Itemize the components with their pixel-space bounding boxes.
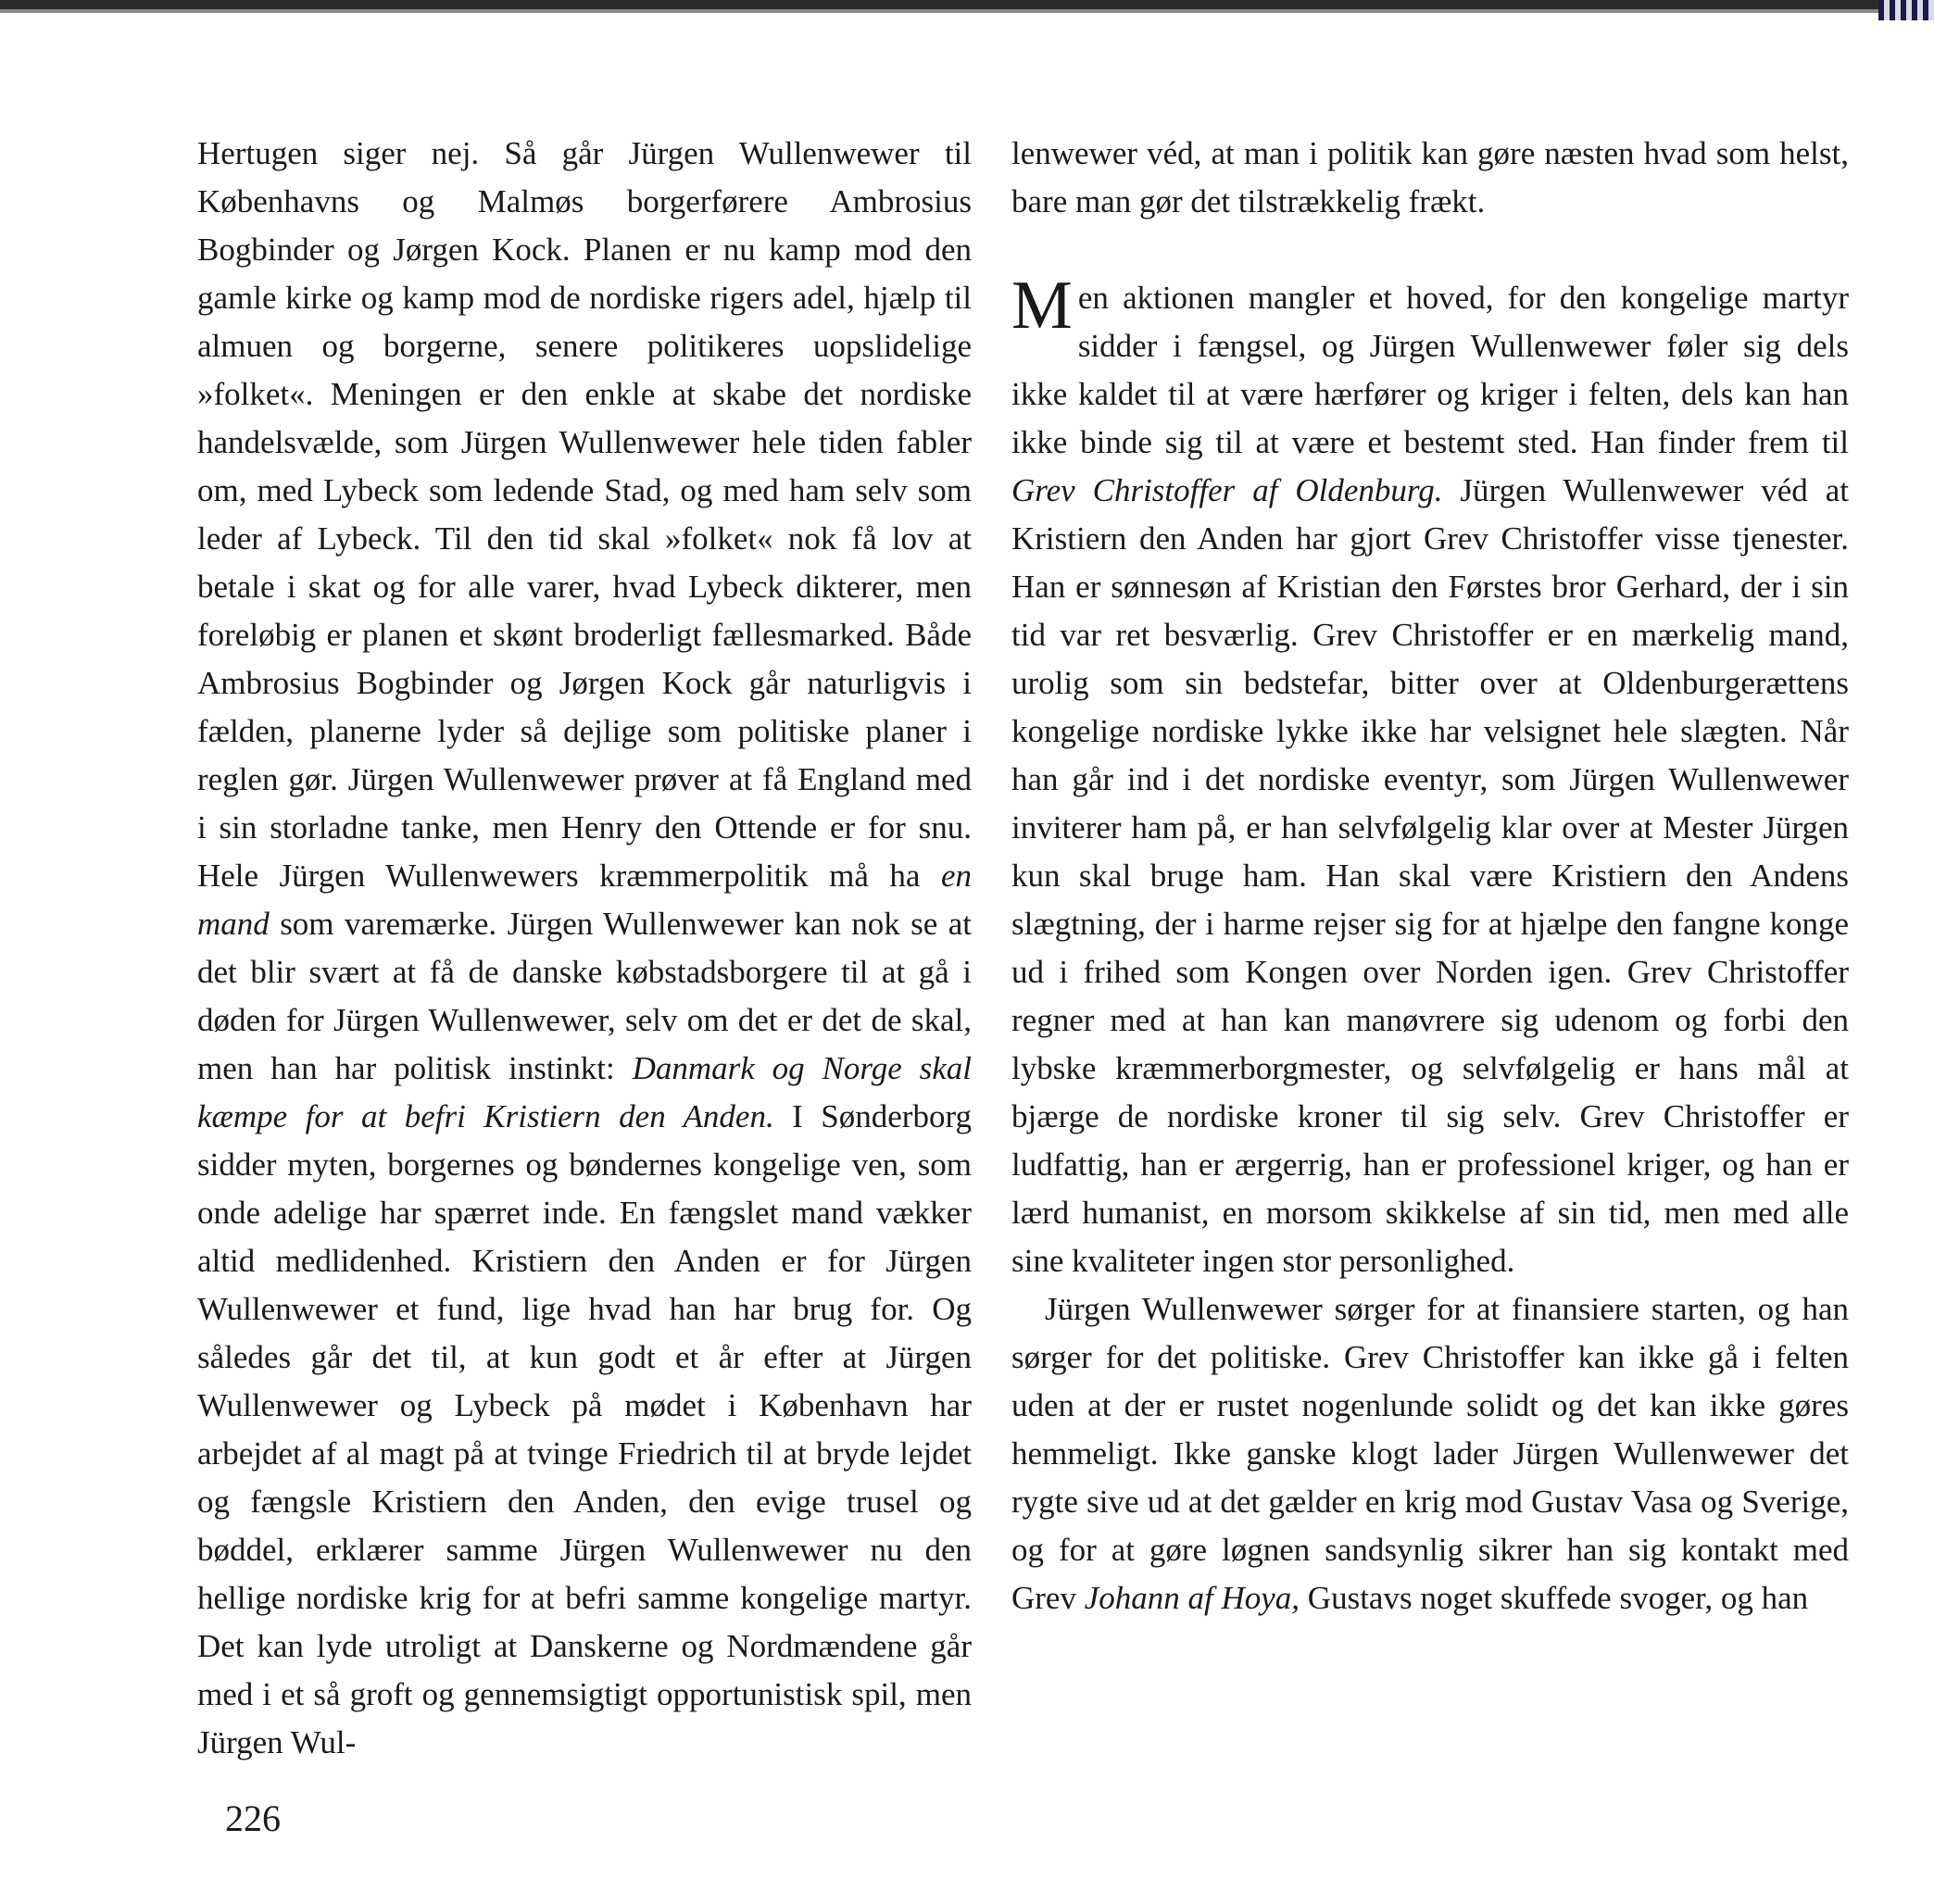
- italic-phrase-grev-christoffer: Grev Christoffer af Oldenburg.: [1011, 472, 1443, 508]
- italic-phrase-danmark-og-norge: Danmark og Norge skal kæmpe for at befri Kristiern den Anden.: [197, 1050, 972, 1134]
- left-text-part-2: som varemærke. Jürgen Wullenwewer kan nok se at det blir svært at få de danske købstadsborgere til at gå i døden for Jürgen Wullenwewer, selv om det er det de skal, men han har politisk instinkt:: [197, 906, 972, 1086]
- drop-cap-letter: M: [1011, 268, 1073, 344]
- scan-top-edge-shadow: [0, 9, 1934, 13]
- left-paragraph: [197, 130, 972, 1767]
- scan-corner-mark: [1878, 0, 1934, 20]
- right-paragraph-final: [1011, 1285, 1849, 1622]
- left-text-part-3: I Sønderborg sidder myten, borgernes og bøndernes kongelige ven, som onde adelige har spærret inde. En fængslet mand vækker altid medlidenhed. Kristiern den Anden er for Jürgen Wullenwewer et fund, lige hvad han har brug for. Og således går det til, at kun godt et år efter at Jürgen Wullenwewer og Lybeck på mødet i København har arbejdet af al magt på at tvinge Friedrich til at bryde lejdet og fængsle Kristiern den Anden, den evige trusel og bøddel, erklærer samme Jürgen Wullenwewer nu den hellige nordiske krig for at befri samme kongelige martyr. Det kan lyde utroligt at Danskerne og Nordmændene går med i et så groft og gennemsigtigt opportunistisk spil, men Jürgen Wul-: [197, 1098, 972, 1760]
- right-text-part-2: Jürgen Wullenwewer véd at Kristiern den Anden har gjort Grev Christoffer visse tjenester. Han er sønnesøn af Kristian den Førstes bror Gerhard, der i sin tid var ret besværlig. Grev Christoffer er en mærkelig mand, urolig som sin bedstefar, bitter over at Oldenburgerættens kongelige nordiske lykke ikke har velsignet hele slægten. Når han går ind i det nordiske eventyr, som Jürgen Wullenwewer inviterer ham på, er han selvfølgelig klar over at Mester Jürgen kun skal bruge ham. Han skal være Kristiern den Andens slægtning, der i harme rejser sig for at hjælpe den fangne konge ud i frihed som Kongen over Norden igen. Grev Christoffer regner med at han kan manøvrere sig udenom og forbi den lybske kræmmerborgmester, og selvfølgelig er hans mål at bjærge de nordiske kroner til sig selv. Grev Christoffer er ludfattig, han er ærgerrig, han er professionel kriger, og han er lærd humanist, en morsom skikkelse af sin tid, men med alle sine kvaliteter ingen stor personlighed.: [1011, 472, 1850, 1279]
- right-text-column: [1011, 130, 1849, 1622]
- left-text-column: [197, 130, 972, 1767]
- left-text-part-1: Hertugen siger nej. Så går Jürgen Wullenwewer til Københavns og Malmøs borgerførere Ambrosius Bogbinder og Jørgen Kock. Planen er nu kamp mod den gamle kirke og kamp mod de nordiske rigers adel, hjælp til almuen og borgerne, senere politikeres uopslidelige »folket«. Meningen er den enkle at skabe det nordiske handelsvælde, som Jürgen Wullenwewer hele tiden fabler om, med Lybeck som ledende Stad, og med ham selv som leder af Lybeck. Til den tid skal »folket« nok få lov at betale i skat og for alle varer, hvad Lybeck dikterer, men foreløbig er planen et skønt broderligt fællesmarked. Både Ambrosius Bogbinder og Jørgen Kock går naturligvis i fælden, planerne lyder så dejlige som politiske planer i reglen gør. Jürgen Wullenwewer prøver at få England med i sin storladne tanke, men Henry den Ottende er for snu. Hele Jürgen Wullenwewers kræmmerpolitik må ha: [197, 135, 972, 894]
- right-text-part-4: Gustavs noget skuffede svoger, og han: [1300, 1580, 1809, 1616]
- page-number: 226: [225, 1798, 281, 1839]
- right-text-part-1: en aktionen mangler et hoved, for den kongelige martyr sidder i fængsel, og Jürgen Wullenwewer føler sig dels ikke kaldet til at være hærfører og kriger i felten, dels kan han ikke binde sig til at være et bestemt sted. Han finder frem til: [1011, 280, 1849, 460]
- right-text-part-3: Jürgen Wullenwewer sørger for at finansiere starten, og han sørger for det politiske. Grev Christoffer kan ikke gå i felten uden at der er rustet nogenlunde solidt og det kan ikke gøres hemmeligt. Ikke ganske klogt lader Jürgen Wullenwewer det rygte sive ud at det gælder en krig mod Gustav Vasa og Sverige, og for at gøre løgnen sandsynlig sikrer han sig kontakt med Grev: [1011, 1291, 1849, 1616]
- right-paragraph-continuation: lenwewer véd, at man i politik kan gøre næsten hvad som helst, bare man gør det tilstrækkelig frækt.: [1011, 135, 1849, 219]
- right-paragraph-dropcap: [1011, 268, 1850, 1285]
- italic-phrase-en-mand: en mand: [197, 858, 972, 942]
- scan-top-edge: [0, 0, 1934, 9]
- italic-phrase-johann-af-hoya: Johann af Hoya,: [1084, 1580, 1300, 1616]
